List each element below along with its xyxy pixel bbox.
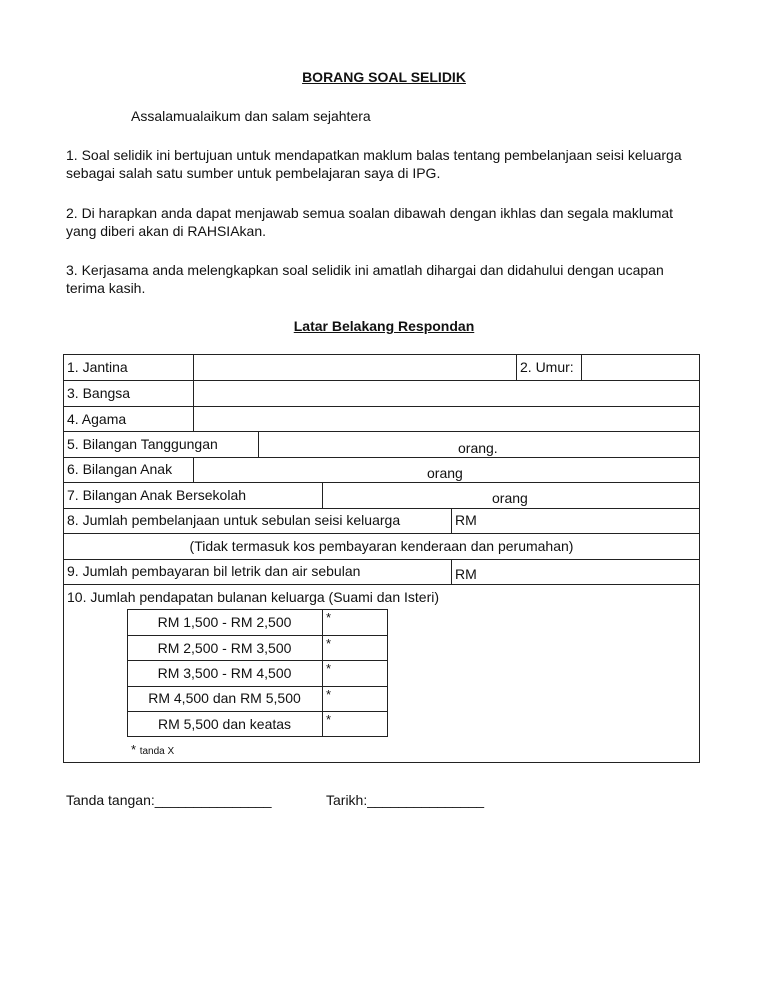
mark-note bbox=[131, 742, 174, 757]
option-divider bbox=[127, 635, 388, 636]
income-option-mark[interactable]: * bbox=[326, 712, 332, 727]
religion-field[interactable] bbox=[197, 408, 697, 430]
income-option-label: RM 1,500 - RM 2,500 bbox=[157, 614, 292, 630]
school-children-unit: orang bbox=[492, 490, 528, 506]
monthly-spending-field[interactable] bbox=[455, 510, 697, 531]
income-option-mark[interactable]: * bbox=[326, 610, 332, 625]
row-divider bbox=[63, 559, 700, 560]
row-divider bbox=[63, 508, 700, 509]
age-label: 2. Umur: bbox=[520, 359, 574, 375]
utility-bills-unit: RM bbox=[455, 566, 477, 582]
race-field[interactable] bbox=[197, 382, 697, 404]
school-children-label: 7. Bilangan Anak Bersekolah bbox=[67, 487, 247, 503]
col-divider bbox=[581, 354, 582, 380]
form-title: BORANG SOAL SELIDIK bbox=[302, 69, 466, 85]
col-divider bbox=[451, 508, 452, 533]
income-label: 10. Jumlah pendapatan bulanan keluarga (Suami dan Isteri) bbox=[67, 589, 440, 605]
paragraph-2: 2. Di harapkan anda dapat menjawab semua soalan dibawah dengan ikhlas dan segala maklumat yang diberi akan di RAHSIAkan. bbox=[66, 205, 674, 239]
income-option-label: RM 2,500 - RM 3,500 bbox=[157, 640, 292, 656]
income-option-label: RM 3,500 - RM 4,500 bbox=[157, 665, 292, 681]
col-divider bbox=[193, 457, 194, 482]
option-divider bbox=[127, 686, 388, 687]
spending-note: (Tidak termasuk kos pembayaran kenderaan dan perumahan) bbox=[189, 538, 574, 554]
date-field[interactable]: Tarikh:_______________ bbox=[326, 792, 485, 808]
monthly-spending-label: 8. Jumlah pembelanjaan untuk sebulan seisi keluarga bbox=[67, 512, 401, 528]
col-divider bbox=[451, 559, 452, 584]
utility-bills-label: 9. Jumlah pembayaran bil letrik dan air sebulan bbox=[67, 563, 361, 579]
note-text: tanda X bbox=[139, 746, 175, 757]
row-divider bbox=[63, 482, 700, 483]
col-divider bbox=[193, 406, 194, 431]
children-label: 6. Bilangan Anak bbox=[67, 461, 173, 477]
note-star: * bbox=[131, 742, 137, 757]
row-divider bbox=[63, 431, 700, 432]
signature-field[interactable]: Tanda tangan:_______________ bbox=[66, 792, 272, 808]
row-divider bbox=[63, 380, 700, 381]
row-divider bbox=[63, 406, 700, 407]
religion-label: 4. Agama bbox=[67, 411, 127, 427]
col-divider bbox=[193, 354, 194, 380]
greeting: Assalamualaikum dan salam sejahtera bbox=[131, 108, 371, 124]
row-divider bbox=[63, 457, 700, 458]
paragraph-3: 3. Kerjasama anda melengkapkan soal selidik ini amatlah dihargai dan didahului dengan ucapan terima kasih. bbox=[66, 262, 664, 296]
row-divider bbox=[63, 533, 700, 534]
col-divider bbox=[516, 354, 517, 380]
monthly-spending-unit: RM bbox=[455, 512, 477, 528]
age-field[interactable] bbox=[585, 356, 697, 378]
col-divider bbox=[258, 431, 259, 457]
race-label: 3. Bangsa bbox=[67, 385, 131, 401]
section-title: Latar Belakang Respondan bbox=[293, 318, 475, 334]
children-unit: orang bbox=[427, 465, 463, 481]
dependents-unit: orang. bbox=[458, 440, 498, 456]
col-divider bbox=[193, 380, 194, 406]
option-divider bbox=[127, 660, 388, 661]
income-option-mark[interactable]: * bbox=[326, 687, 332, 702]
paragraph-1: 1. Soal selidik ini bertujuan untuk mendapatkan maklum balas tentang pembelanjaan seisi keluarga sebagai salah satu sumber untuk pembelajaran saya di IPG. bbox=[66, 147, 682, 181]
utility-bills-field[interactable] bbox=[455, 561, 697, 582]
row-divider bbox=[63, 584, 700, 585]
option-col-divider bbox=[322, 609, 323, 737]
option-divider bbox=[127, 711, 388, 712]
income-option-label: RM 5,500 dan keatas bbox=[157, 716, 292, 732]
col-divider bbox=[322, 482, 323, 508]
gender-field[interactable] bbox=[197, 356, 513, 378]
gender-label: 1. Jantina bbox=[67, 359, 128, 375]
income-option-mark[interactable]: * bbox=[326, 636, 332, 651]
income-option-label: RM 4,500 dan RM 5,500 bbox=[148, 690, 301, 706]
income-option-mark[interactable]: * bbox=[326, 661, 332, 676]
dependents-label: 5. Bilangan Tanggungan bbox=[67, 436, 218, 452]
